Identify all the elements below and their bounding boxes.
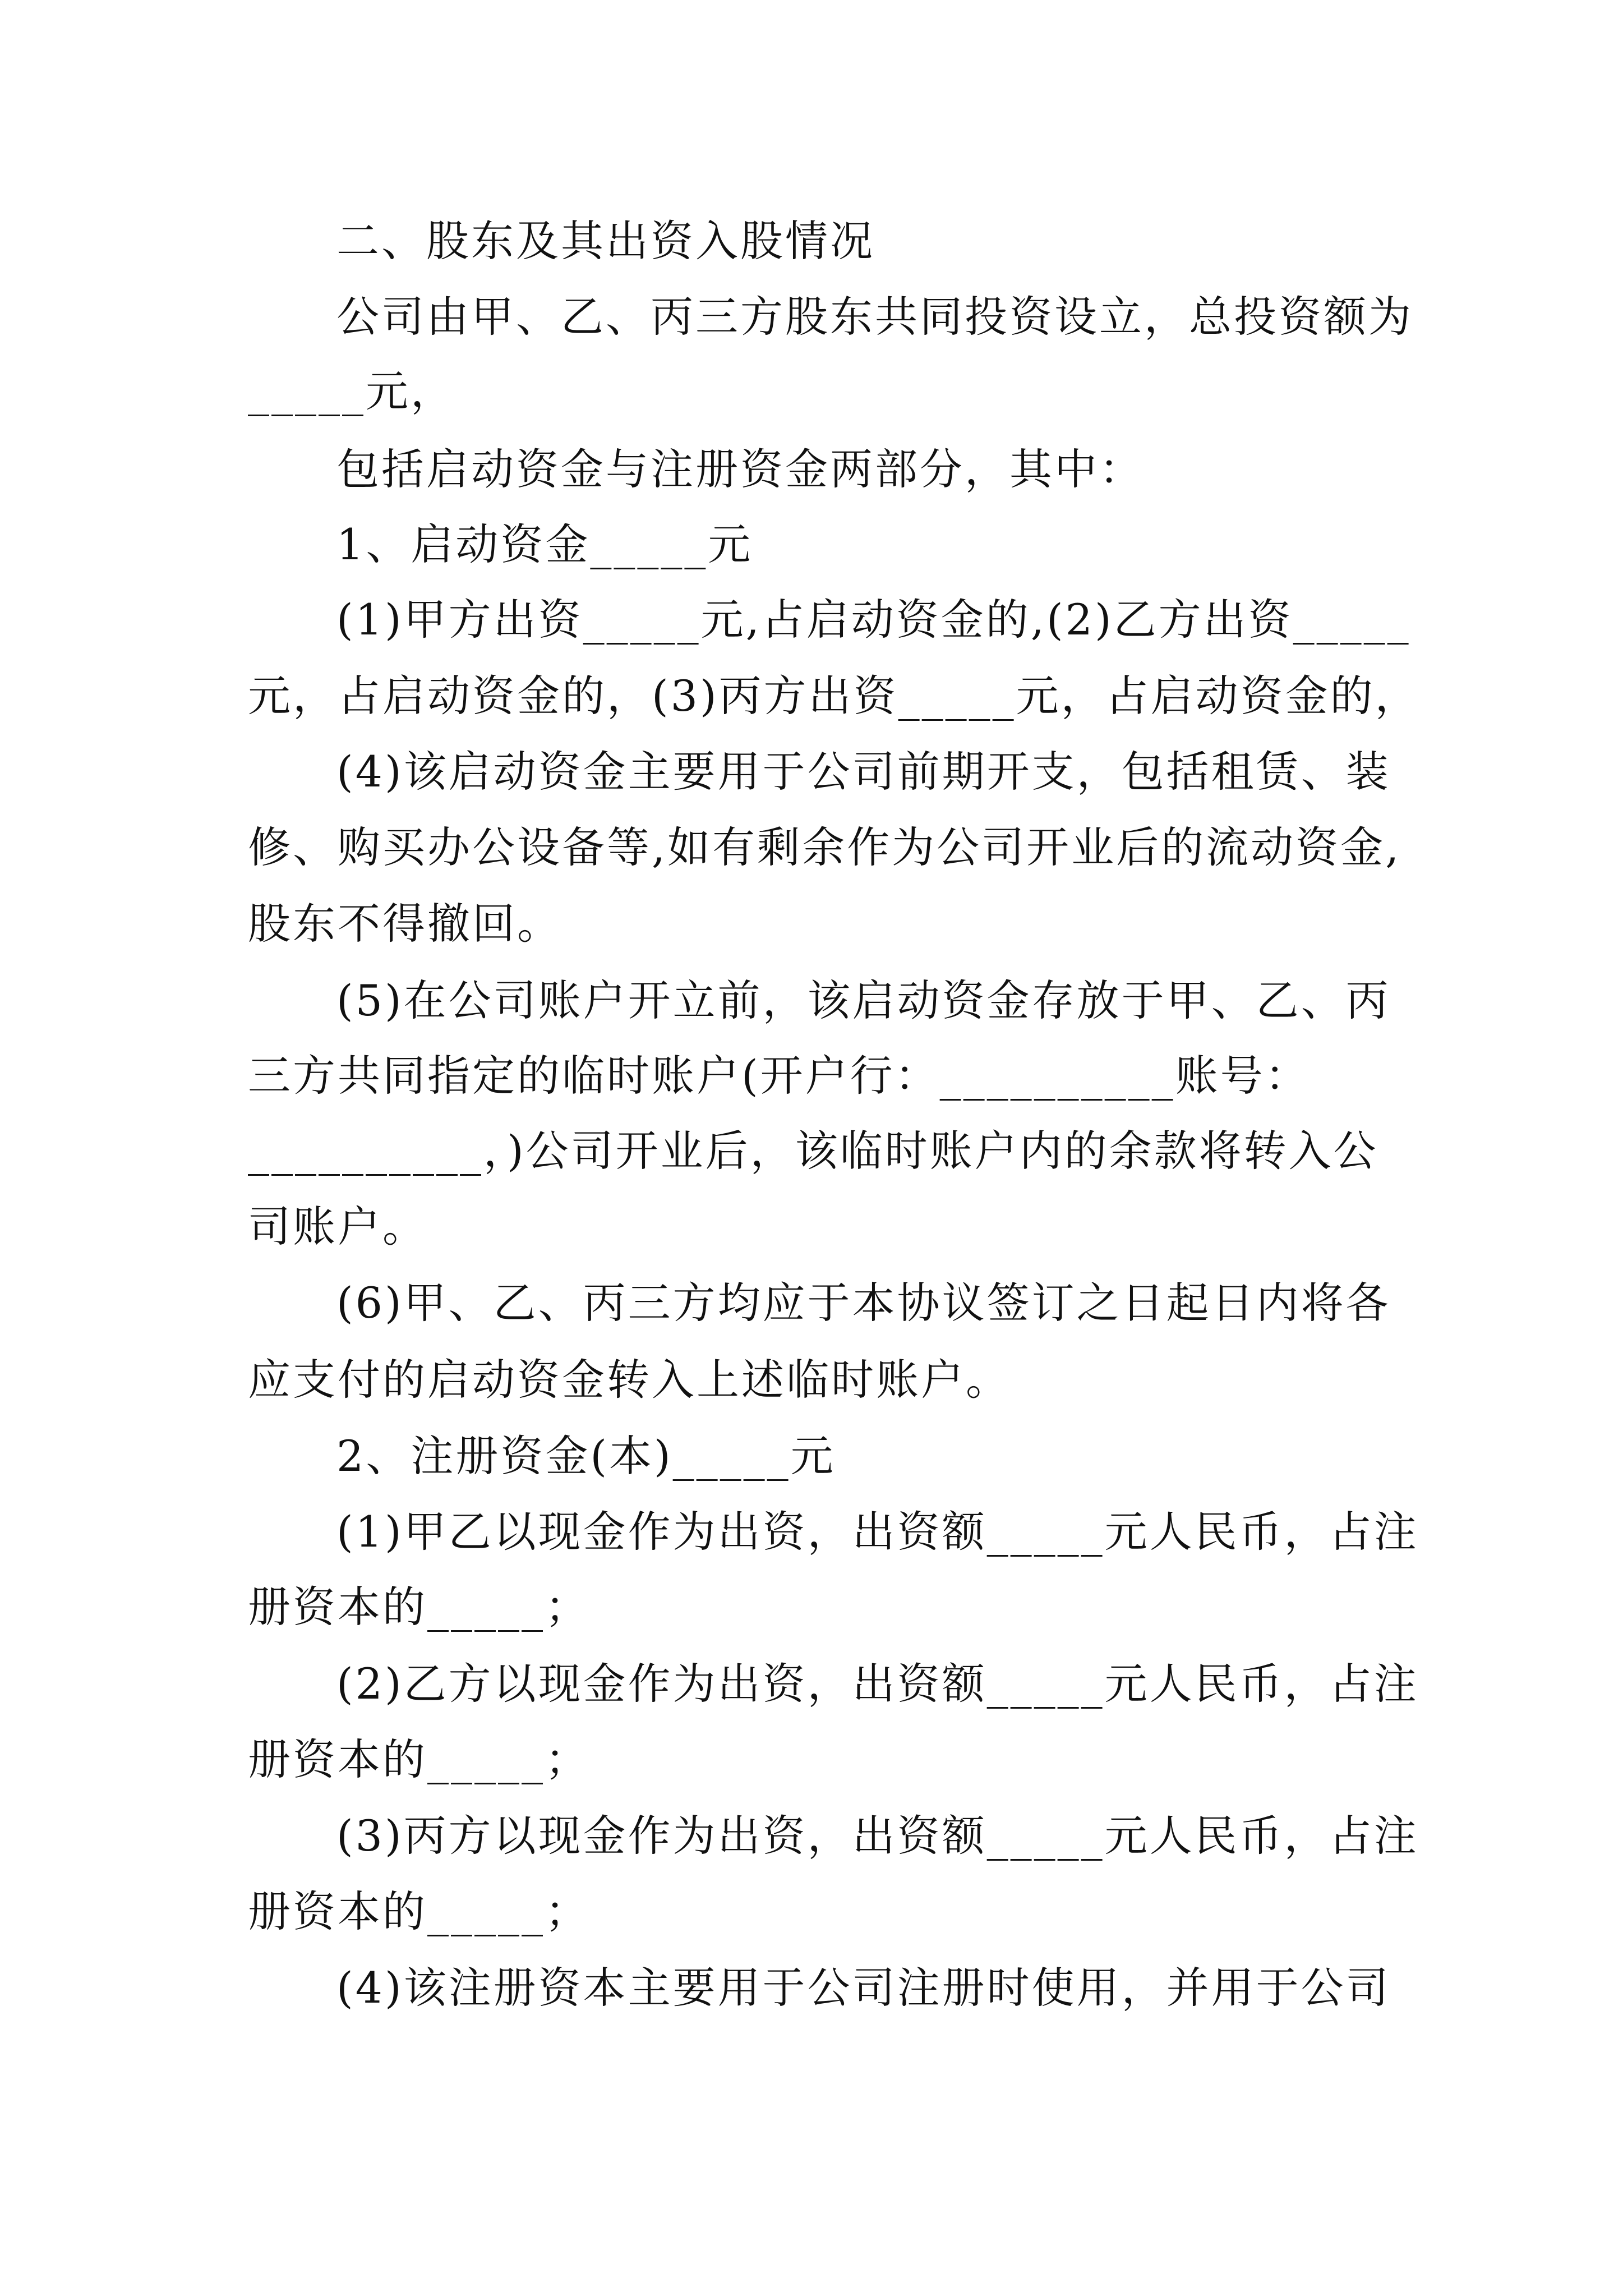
paragraph-line: 三方共同指定的临时账户(开户行：__________账号： [248, 1051, 1310, 1101]
paragraph-line: 包括启动资金与注册资金两部分，其中： [336, 444, 1144, 494]
paragraph-line: 股东不得撤回。 [248, 899, 562, 949]
paragraph-line: (2)乙方以现金作为出资，出资额_____元人民币，占注 [336, 1659, 1419, 1709]
paragraph-line: 修、购买办公设备等,如有剩余作为公司开业后的流动资金, [248, 822, 1401, 872]
paragraph-line: 公司由甲、乙、丙三方股东共同投资设立，总投资额为 [336, 292, 1413, 342]
subsection-heading: 2、注册资金(本)_____元 [336, 1431, 836, 1481]
paragraph-line: 元，占启动资金的，(3)丙方出资_____元，占启动资金的， [248, 671, 1420, 721]
paragraph-line: (3)丙方以现金作为出资，出资额_____元人民币，占注 [336, 1811, 1419, 1861]
section-heading: 二、股东及其出资入股情况 [336, 216, 875, 266]
paragraph-line: 司账户。 [248, 1202, 427, 1251]
paragraph-line: 册资本的_____； [248, 1734, 590, 1784]
paragraph-line: 应支付的启动资金转入上述临时账户。 [248, 1355, 1011, 1405]
paragraph-line: (4)该注册资本主要用于公司注册时使用，并用于公司 [336, 1963, 1391, 2013]
paragraph-line: (5)在公司账户开立前，该启动资金存放于甲、乙、丙 [336, 976, 1391, 1025]
paragraph-line: _____元， [248, 366, 455, 416]
paragraph-line: (1)甲方出资_____元,占启动资金的,(2)乙方出资_____ [336, 595, 1411, 645]
paragraph-line: __________，)公司开业后，该临时账户内的余款将转入公 [248, 1126, 1378, 1176]
subsection-heading: 1、启动资金_____元 [336, 519, 753, 569]
paragraph-line: 册资本的_____； [248, 1887, 590, 1936]
paragraph-line: 册资本的_____； [248, 1582, 590, 1632]
paragraph-line: (4)该启动资金主要用于公司前期开支，包括租赁、装 [336, 747, 1391, 797]
paragraph-line: (1)甲乙以现金作为出资，出资额_____元人民币，占注 [336, 1507, 1419, 1557]
paragraph-line: (6)甲、乙、丙三方均应于本协议签订之日起日内将各 [336, 1278, 1391, 1328]
